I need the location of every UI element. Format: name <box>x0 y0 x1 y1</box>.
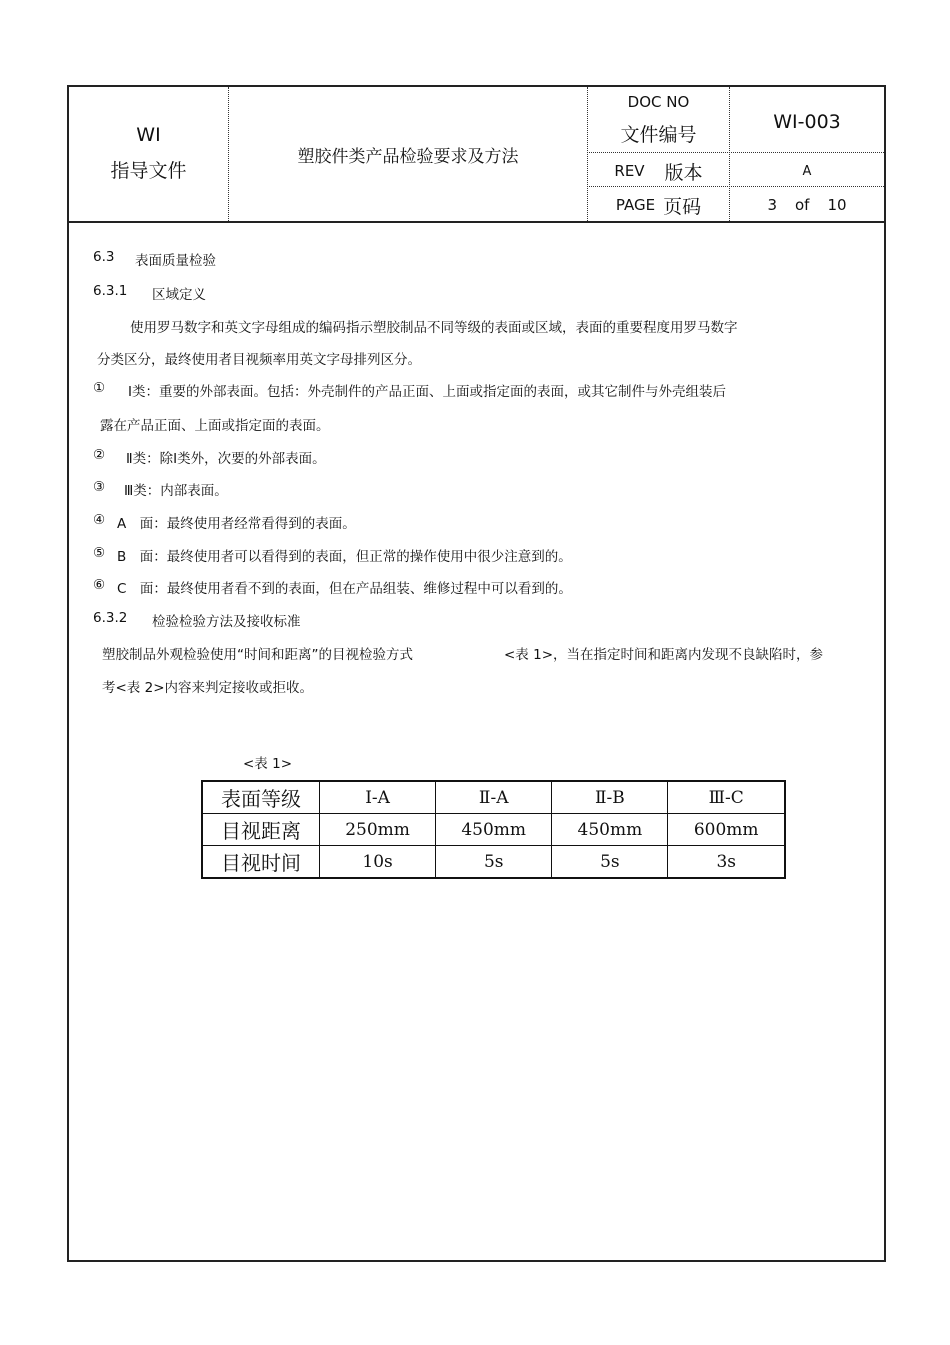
table-header-cell: 表面等级 <box>202 781 320 814</box>
rev-label <box>588 157 729 185</box>
table-cell: 450mm <box>436 814 552 846</box>
table-header-cell: Ⅱ-B <box>552 781 668 814</box>
doc-no-label-en: DOC NO <box>627 93 690 111</box>
wi-code: WI <box>136 124 161 146</box>
table-cell: 3s <box>668 846 785 879</box>
list-item: 露在产品正面、上面或指定面的表面。 <box>100 418 330 434</box>
page-label-en: PAGE <box>615 196 656 214</box>
page-current: 3 <box>767 196 777 214</box>
table-header-cell: Ⅱ-A <box>436 781 552 814</box>
list-item: B 面：最终使用者可以看得到的表面，但正常的操作使用中很少注意到的。 <box>117 549 572 565</box>
rev-label-en: REV <box>614 162 645 180</box>
wi-name: 指导文件 <box>110 159 187 182</box>
table-header-cell: Ⅲ-C <box>668 781 785 814</box>
rev-label-zh: 版本 <box>664 161 703 184</box>
page-label-zh: 页码 <box>663 195 702 218</box>
table-row-label: 目视距离 <box>202 814 320 846</box>
table-caption: <表 1> <box>243 756 293 772</box>
list-marker: ② <box>93 447 106 463</box>
list-item: Ⅰ类：重要的外部表面。包括：外壳制件的产品正面、上面或指定面的表面，或其它制件与外壳组装后 <box>128 384 726 400</box>
paragraph-line: 分类区分，最终使用者目视频率用英文字母排列区分。 <box>97 352 421 368</box>
table-row <box>202 814 785 846</box>
section-title: 表面质量检验 <box>135 253 216 269</box>
inspection-table <box>201 780 786 879</box>
table-cell: 450mm <box>552 814 668 846</box>
page-total: 10 <box>827 196 847 214</box>
section-number: 6.3.1 <box>93 283 128 299</box>
paragraph-line: 塑胶制品外观检验使用“时间和距离”的目视检验方式 <box>102 647 413 663</box>
page-number <box>730 191 884 219</box>
section-number: 6.3 <box>93 249 115 265</box>
header-divider <box>587 186 884 187</box>
doc-no-label-zh: 文件编号 <box>620 123 697 146</box>
list-marker: ④ <box>93 512 106 528</box>
paragraph-line: 使用罗马数字和英文字母组成的编码指示塑胶制品不同等级的表面或区域，表面的重要程度用罗马数字 <box>130 320 738 336</box>
section-title: 区域定义 <box>152 287 206 303</box>
table-cell: 5s <box>552 846 668 879</box>
table-cell: 250mm <box>320 814 436 846</box>
section-number: 6.3.2 <box>93 610 128 626</box>
list-item: C 面：最终使用者看不到的表面，但在产品组装、维修过程中可以看到的。 <box>117 581 572 597</box>
list-item: Ⅲ类：内部表面。 <box>124 483 228 499</box>
list-item: A 面：最终使用者经常看得到的表面。 <box>117 516 356 532</box>
table-row <box>202 846 785 879</box>
table-cell: 10s <box>320 846 436 879</box>
document-header <box>69 87 884 223</box>
table-row-label: 目视时间 <box>202 846 320 879</box>
doc-no-value: WI-003 <box>773 111 841 133</box>
list-marker: ① <box>93 380 106 396</box>
rev-value: A <box>802 163 812 179</box>
paragraph-line: 考<表 2>内容来判定接收或拒收。 <box>102 680 314 696</box>
page-label <box>588 191 729 219</box>
list-marker: ③ <box>93 479 106 495</box>
table-header-cell: Ⅰ-A <box>320 781 436 814</box>
header-divider <box>587 152 884 153</box>
paragraph-line: <表 1>，当在指定时间和距离内发现不良缺陷时，参 <box>504 647 824 663</box>
page-of: of <box>794 196 810 214</box>
table-cell: 5s <box>436 846 552 879</box>
document-title: 塑胶件类产品检验要求及方法 <box>297 146 519 167</box>
table-header-row <box>202 781 785 814</box>
list-marker: ⑥ <box>93 577 106 593</box>
table-cell: 600mm <box>668 814 785 846</box>
section-title: 检验检验方法及接收标准 <box>152 614 301 630</box>
list-item: Ⅱ类：除Ⅰ类外，次要的外部表面。 <box>126 451 326 467</box>
list-marker: ⑤ <box>93 545 106 561</box>
